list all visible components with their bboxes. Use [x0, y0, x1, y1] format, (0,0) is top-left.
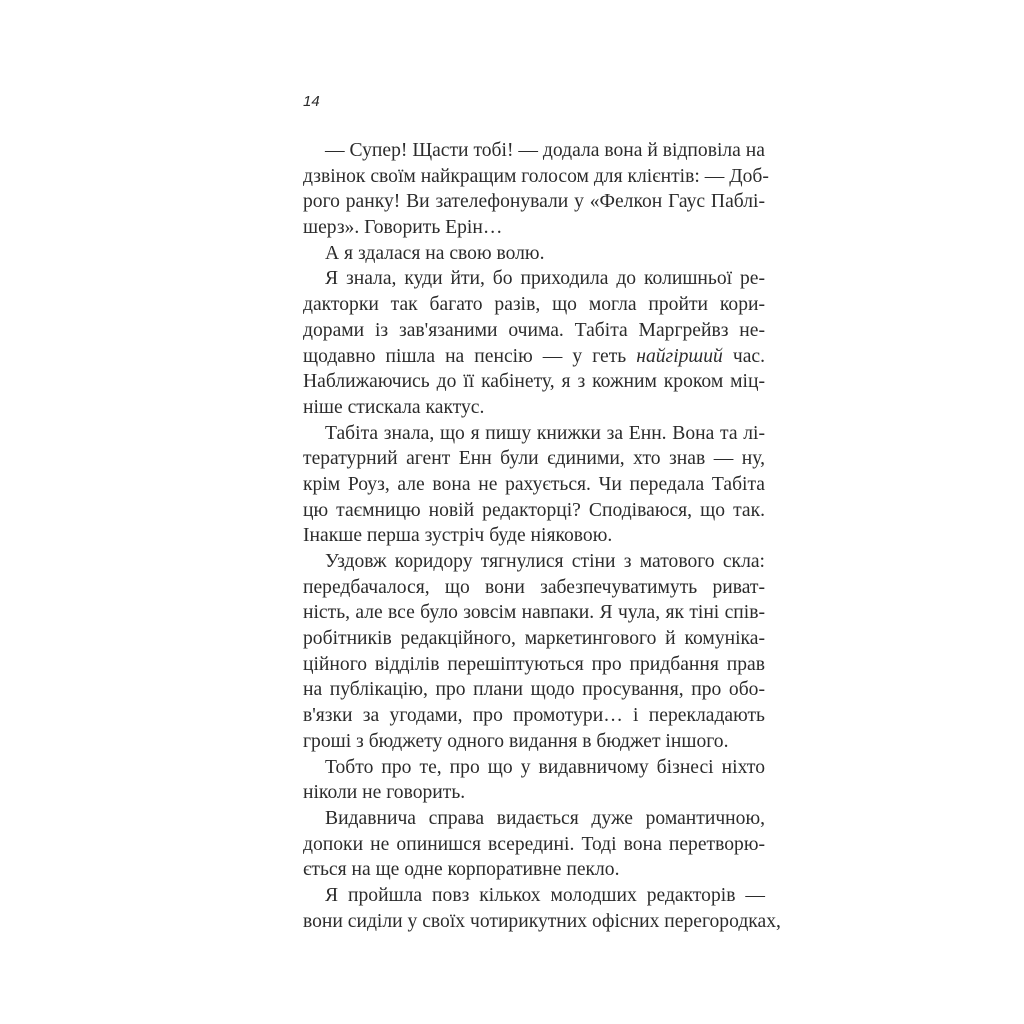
text-line: шерз». Говорить Ерін…: [303, 217, 503, 239]
text-line: Я пройшла повз кількох молодших редакторів —: [325, 884, 765, 906]
text-line: — Супер! Щасти тобі! — додала вона й відповіла на: [325, 140, 765, 161]
text-segment: щодавно пішла на пенсію — у геть: [303, 345, 637, 367]
text-segment: час.: [722, 345, 766, 367]
text-line: дзвінок своїм найкращим голосом для клієнтів: — Доб-: [303, 165, 769, 187]
text-line: Інакше перша зустріч буде ніяковою.: [303, 525, 613, 547]
text-line: рого ранку! Ви зателефонували у «Фелкон Гаус Паблі-: [303, 191, 765, 213]
text-line: допоки не опинишся всередині. Тоді вона перетворю-: [303, 833, 765, 855]
text-line: Табіта знала, що я пишу книжки за Енн. Вона та лі-: [325, 422, 765, 444]
text-line: робітників редакційного, маркетингового й комуніка-: [303, 628, 765, 650]
text-line: цю таємницю новій редакторці? Сподіваюся, що так.: [303, 499, 765, 521]
text-line: ється на ще одне корпоративне пекло.: [303, 859, 620, 881]
text-line: ність, але все було зовсім навпаки. Я чула, як тіні спів-: [303, 602, 765, 624]
emphasized-word: найгірший: [636, 345, 723, 367]
text-line: ційного відділів перешіптуються про придбання прав: [303, 653, 765, 675]
text-line: вони сиділи у своїх чотирикутних офісних перегородках,: [303, 910, 781, 932]
text-line: Уздовж коридору тягнулися стіни з матового скла:: [325, 551, 765, 572]
text-line: в'язки за угодами, про промотури… і перекладають: [303, 705, 765, 727]
text-line: тературний агент Енн були єдиними, хто знав — ну,: [303, 448, 765, 470]
text-line: Наближаючись до її кабінету, я з кожним кроком міц-: [303, 371, 765, 393]
text-line: на публікацію, про плани щодо просування, про обо-: [303, 679, 765, 701]
text-line: ніколи не говорить.: [303, 782, 466, 804]
text-line: А я здалася на свою волю.: [325, 242, 545, 264]
text-line: Тобто про те, про що у видавничому бізнесі ніхто: [325, 756, 765, 778]
text-line: дакторки так багато разів, що могла пройти кори-: [303, 294, 765, 316]
text-line: [303, 344, 765, 370]
text-line: передбачалося, що вони забезпечуватимуть риват-: [303, 576, 765, 598]
text-line: гроші з бюджету одного видання в бюджет іншого.: [303, 730, 729, 752]
page-number: 14: [303, 93, 320, 110]
text-line: Видавнича справа видається дуже романтичною,: [325, 807, 765, 829]
text-line: крім Роуз, але вона не рахується. Чи передала Табіта: [303, 473, 765, 495]
text-line: ніше стискала кактус.: [303, 396, 485, 418]
body-text: [303, 138, 781, 934]
text-line: Я знала, куди йти, бо приходила до колишньої ре-: [325, 268, 765, 290]
text-line: дорами із зав'язаними очима. Табіта Маргрейвз не-: [303, 319, 765, 341]
